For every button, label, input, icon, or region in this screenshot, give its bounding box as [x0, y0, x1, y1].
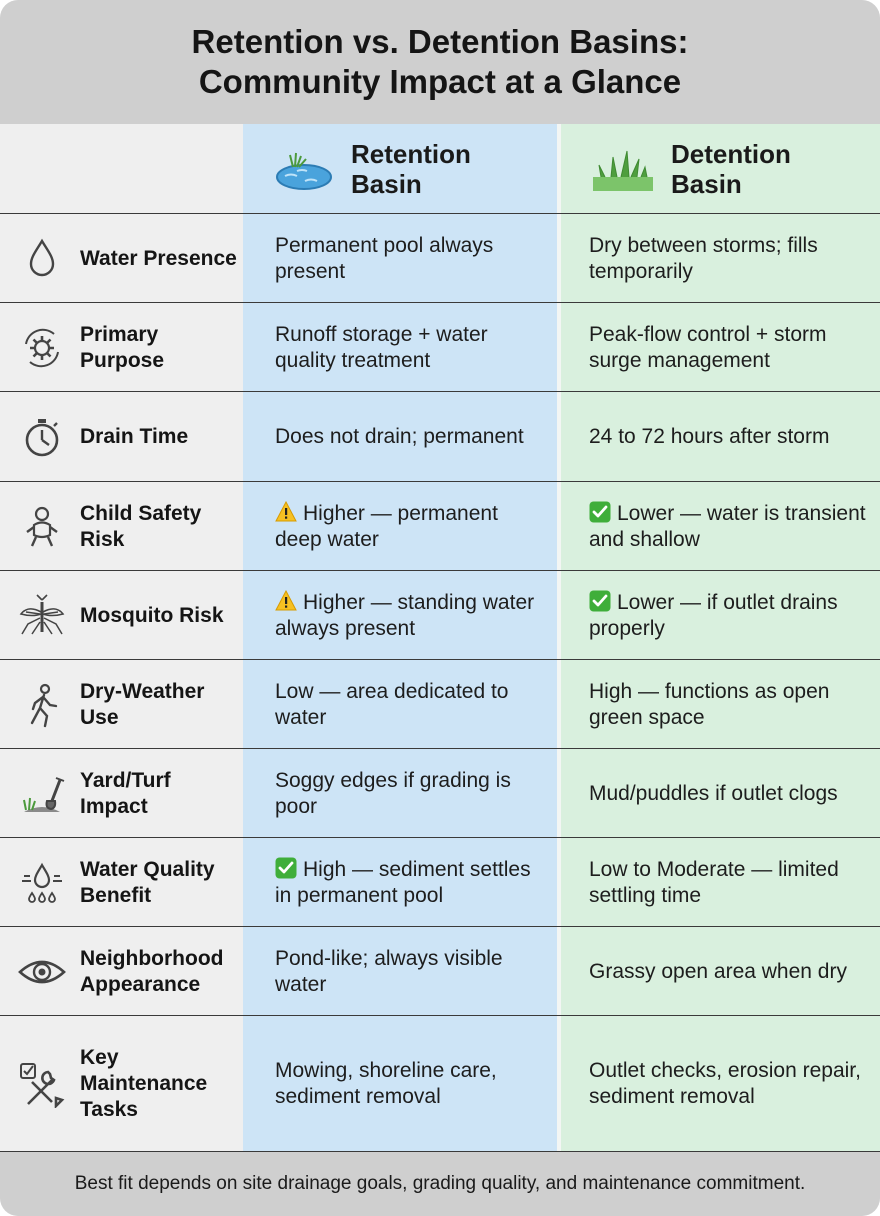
tools-checklist-icon — [18, 1060, 66, 1108]
shovel-turf-icon — [18, 770, 66, 818]
row-label: Neighborhood Appearance — [80, 946, 224, 996]
header — [0, 0, 880, 125]
retention-cell: Soggy edges if grading is poor — [275, 768, 511, 818]
retention-column-header — [243, 124, 557, 213]
detention-cell: Lower — if outlet drains properly — [589, 590, 838, 640]
gear-cycle-icon — [18, 324, 66, 372]
retention-cell: Higher — permanent deep water — [275, 501, 498, 551]
retention-cell: Runoff storage + water quality treatment — [275, 322, 488, 372]
row-label: Mosquito Risk — [80, 603, 224, 627]
table-row — [0, 659, 880, 749]
mosquito-icon — [18, 592, 66, 640]
retention-header-line-1: Retention — [351, 138, 471, 169]
row-label: Dry-Weather Use — [80, 679, 205, 729]
detention-cell: Low to Moderate — limited settling time — [589, 857, 839, 907]
table-row — [0, 1015, 880, 1152]
retention-cell: High — sediment settles in permanent pool — [275, 857, 531, 907]
row-label: Water Presence — [80, 246, 237, 270]
warning-icon — [275, 590, 297, 612]
eye-icon — [18, 948, 66, 996]
table-row — [0, 837, 880, 927]
pond-icon — [275, 145, 333, 193]
row-label: Child Safety Risk — [80, 501, 202, 551]
detention-cell: Grassy open area when dry — [589, 959, 847, 983]
checkmark-icon — [589, 590, 611, 612]
row-label: Primary Purpose — [80, 322, 165, 372]
row-label: Drain Time — [80, 425, 189, 448]
retention-cell: Permanent pool always present — [275, 233, 494, 283]
detention-header-line-1: Detention — [671, 138, 791, 169]
table-row — [0, 391, 880, 482]
water-quality-icon — [18, 859, 66, 907]
retention-header-line-2: Basin — [351, 168, 422, 199]
footer-note: Best fit depends on site drainage goals, grading quality, and maintenance commitment. — [74, 1173, 806, 1194]
baby-icon — [18, 503, 66, 551]
row-label: Yard/Turf Impact — [80, 768, 171, 818]
footer — [0, 1152, 880, 1216]
detention-header-line-2: Basin — [671, 168, 742, 199]
row-label: Water Quality Benefit — [80, 857, 215, 907]
walking-person-icon — [18, 681, 66, 729]
detention-column-header — [561, 124, 880, 213]
table-row — [0, 570, 880, 660]
retention-cell: Low — area dedicated to water — [275, 679, 509, 729]
detention-cell: Lower — water is transient and shallow — [589, 501, 866, 551]
checkmark-icon — [589, 501, 611, 523]
table-row — [0, 481, 880, 571]
detention-cell: 24 to 72 hours after storm — [589, 425, 830, 448]
table-row — [0, 748, 880, 838]
checkmark-icon — [275, 857, 297, 879]
retention-cell: Pond-like; always visible water — [275, 946, 503, 996]
detention-cell: High — functions as open green space — [589, 679, 830, 729]
table-row — [0, 213, 880, 303]
detention-cell: Dry between storms; fills temporarily — [589, 233, 818, 283]
title-line-1: Retention vs. Detention Basins: — [191, 23, 689, 60]
detention-cell: Peak-flow control + storm surge management — [589, 322, 827, 372]
warning-icon — [275, 501, 297, 523]
table-row — [0, 926, 880, 1016]
water-drop-icon — [18, 235, 66, 283]
retention-cell: Does not drain; permanent — [275, 425, 524, 448]
retention-cell: Mowing, shoreline care, sediment removal — [275, 1059, 497, 1108]
row-label: Key Maintenance Tasks — [80, 1046, 208, 1121]
grass-icon — [593, 145, 653, 193]
detention-cell: Outlet checks, erosion repair, sediment removal — [589, 1059, 861, 1108]
detention-cell: Mud/puddles if outlet clogs — [589, 781, 838, 805]
title-line-2: Community Impact at a Glance — [198, 63, 682, 100]
retention-cell: Higher — standing water always present — [275, 590, 535, 640]
stopwatch-icon — [18, 413, 66, 461]
table-row — [0, 302, 880, 392]
